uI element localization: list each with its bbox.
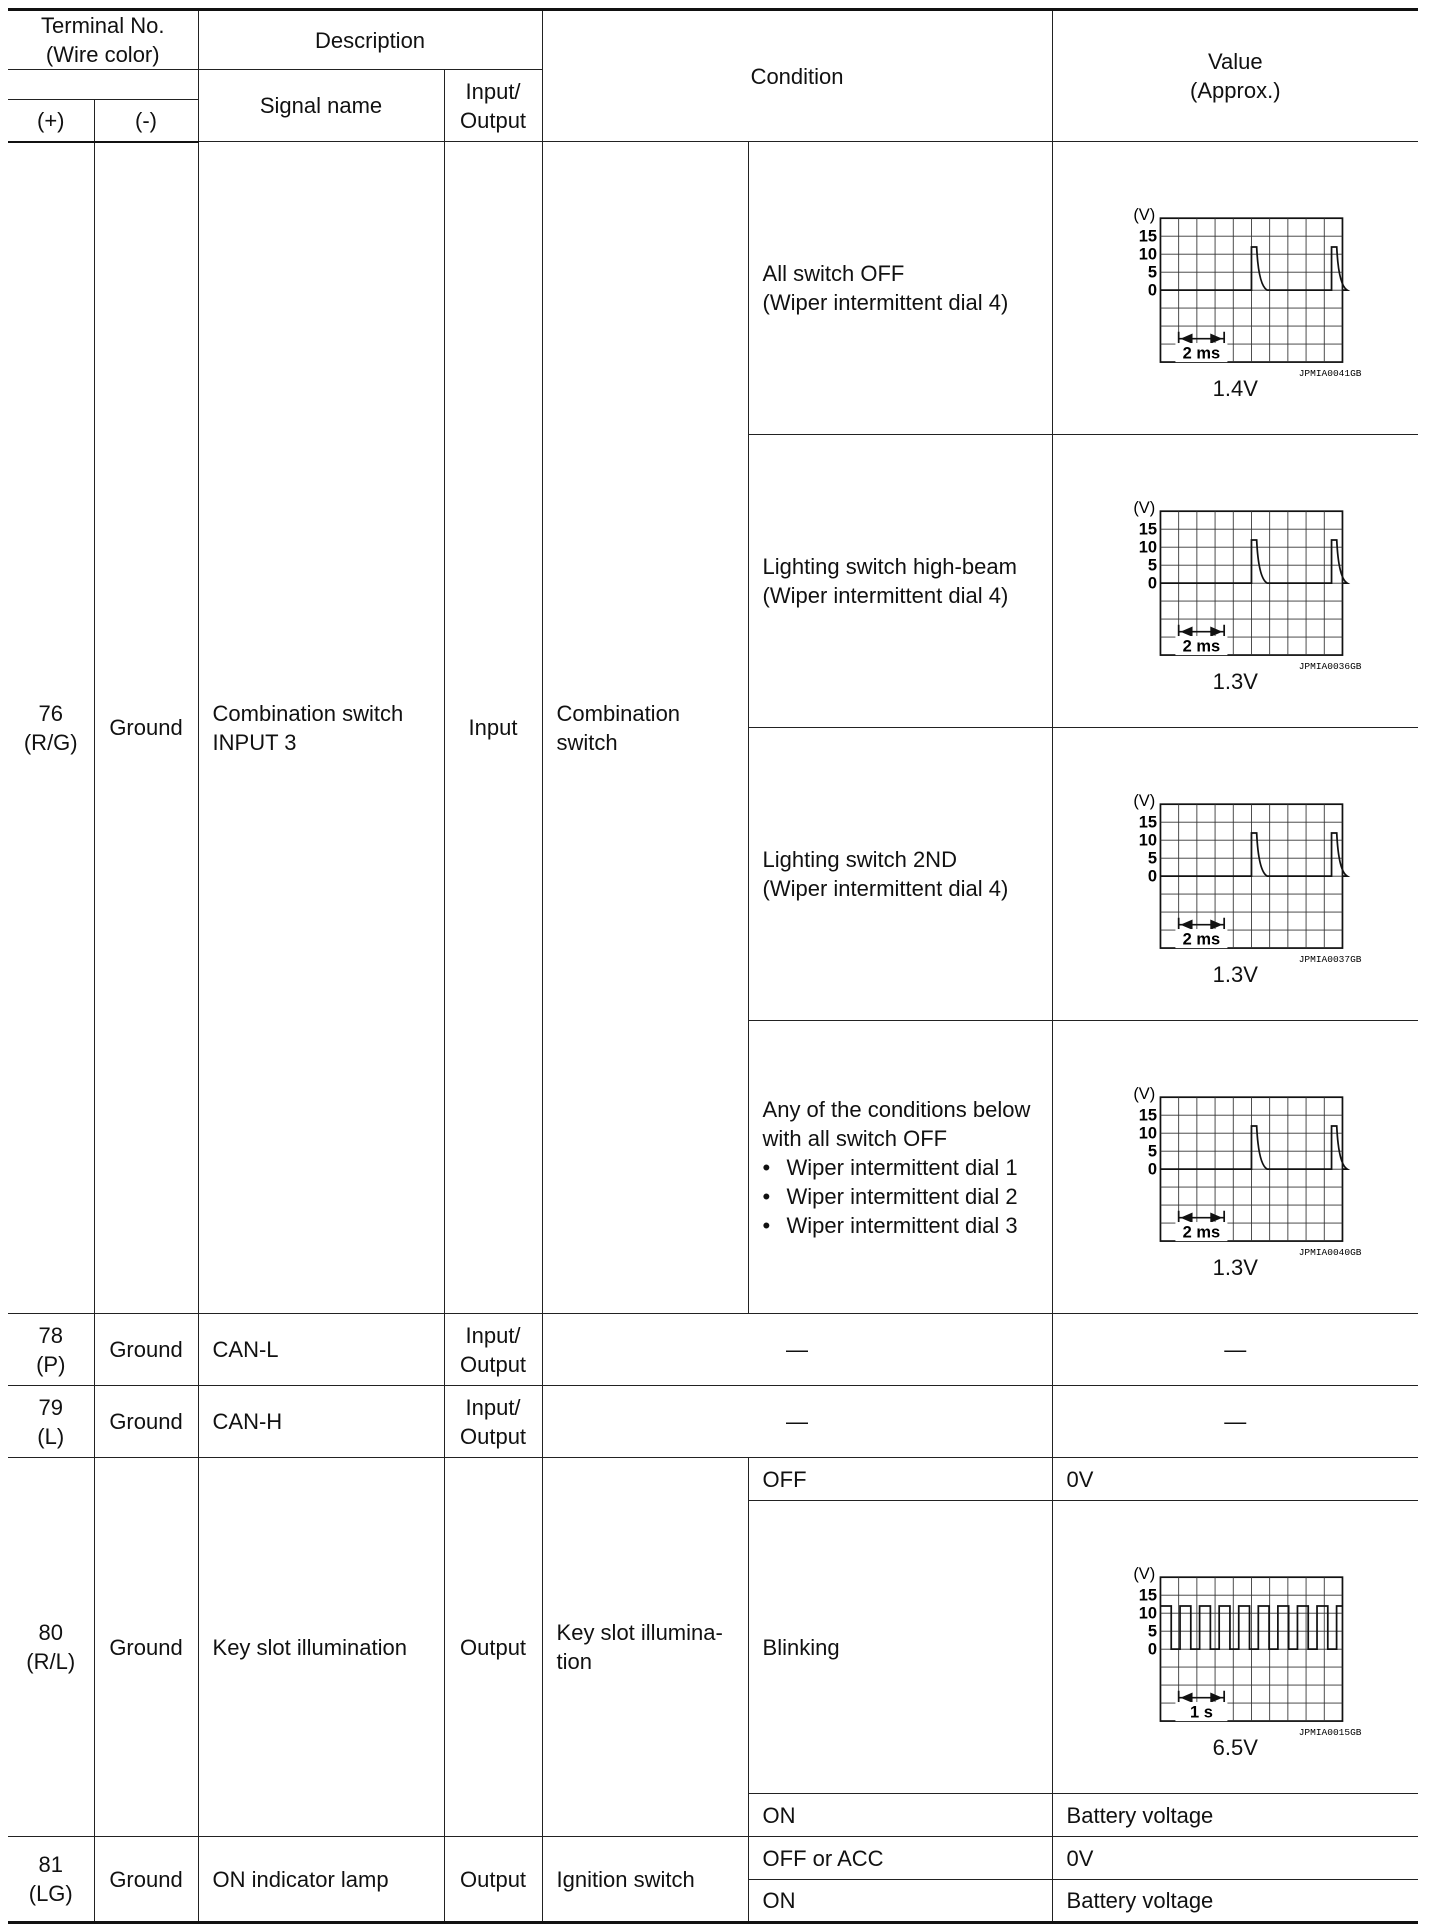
- y-tick-label: 15: [1138, 519, 1158, 538]
- condition-state: [748, 728, 1052, 1021]
- oscilloscope-chart: [1105, 178, 1365, 378]
- y-axis-unit: (V): [1133, 791, 1156, 810]
- terminal-79: [8, 1386, 94, 1458]
- minus-terminal: Ground: [94, 1314, 198, 1386]
- oscilloscope-chart: [1105, 471, 1365, 671]
- approx-value: 1.4V: [1212, 375, 1258, 401]
- figure-id-label: JPMIA0041GB: [1299, 367, 1362, 378]
- io-type: Output: [444, 1837, 542, 1923]
- header-plus: (+): [8, 100, 94, 142]
- header-value: [1052, 10, 1418, 142]
- io-type: [444, 1386, 542, 1458]
- y-tick-label: 15: [1138, 1585, 1158, 1604]
- terminal-80: [8, 1458, 94, 1837]
- y-tick-label: 0: [1148, 1159, 1158, 1178]
- y-tick-label: 5: [1148, 1141, 1158, 1160]
- approx-value: 0V: [1052, 1837, 1418, 1880]
- signal-name: CAN-H: [198, 1386, 444, 1458]
- value-dash: —: [1052, 1314, 1418, 1386]
- oscilloscope-chart: [1105, 1537, 1365, 1737]
- header-terminal-spacer: [8, 70, 198, 100]
- condition-bullet-text: Wiper intermittent dial 1: [786, 1154, 1018, 1180]
- approx-value: 1.3V: [1212, 1254, 1258, 1280]
- y-tick-label: 5: [1148, 1621, 1158, 1640]
- oscilloscope-waveform: [1053, 471, 1419, 671]
- io-type: Output: [444, 1458, 542, 1837]
- terminal-number: 78: [38, 1322, 63, 1348]
- condition-group-line2: tion: [556, 1649, 593, 1674]
- table-row: [8, 1314, 1418, 1386]
- y-tick-label: 0: [1148, 280, 1158, 299]
- y-tick-label: 10: [1138, 244, 1158, 263]
- table-row: [8, 142, 1418, 435]
- oscilloscope-waveform: [1053, 1537, 1419, 1737]
- y-tick-label: 10: [1138, 830, 1158, 849]
- header-io-line2: Output: [460, 107, 527, 133]
- condition-group-line2: switch: [556, 729, 618, 755]
- signal-name-line1: Combination switch: [212, 700, 404, 726]
- condition-dash: —: [542, 1314, 1052, 1386]
- minus-terminal: Ground: [94, 142, 198, 1314]
- header-terminal-no: [8, 10, 198, 70]
- header-signal-name: Signal name: [198, 70, 444, 142]
- value-cell: [1052, 1021, 1418, 1314]
- oscilloscope-waveform: [1053, 1057, 1419, 1257]
- y-tick-label: 15: [1138, 226, 1158, 245]
- terminal-78: [8, 1314, 94, 1386]
- y-axis-unit: (V): [1133, 498, 1156, 517]
- value-cell: [1052, 435, 1418, 728]
- y-tick-label: 5: [1148, 262, 1158, 281]
- approx-value: Battery voltage: [1052, 1794, 1418, 1837]
- oscilloscope-waveform: [1053, 178, 1419, 378]
- terminal-number: 80: [38, 1620, 63, 1645]
- table-row: [8, 1386, 1418, 1458]
- header-wire-color-text: (Wire color): [45, 42, 160, 67]
- y-axis-unit: (V): [1133, 205, 1156, 224]
- io-line1: Input/: [465, 1322, 521, 1348]
- condition-state-line1: Any of the conditions below: [762, 1096, 1031, 1122]
- table-row: [8, 1458, 1418, 1501]
- table-row: [8, 1837, 1418, 1880]
- value-cell: [1052, 728, 1418, 1021]
- condition-state-line2: (Wiper intermittent dial 4): [762, 290, 1009, 315]
- y-tick-label: 5: [1148, 848, 1158, 867]
- condition-dash: —: [542, 1386, 1052, 1458]
- header-approx-text: (Approx.): [1190, 78, 1281, 103]
- io-type: Input: [444, 142, 542, 1314]
- y-tick-label: 5: [1148, 555, 1158, 574]
- signal-name: ON indicator lamp: [198, 1837, 444, 1923]
- condition-bullet: • Wiper intermittent dial 3: [762, 1212, 1018, 1238]
- terminal-number: 76: [38, 700, 63, 726]
- y-axis-unit: (V): [1133, 1564, 1156, 1583]
- y-tick-label: 15: [1138, 812, 1158, 831]
- y-axis-unit: (V): [1133, 1084, 1156, 1103]
- condition-bullet: • Wiper intermittent dial 2: [762, 1183, 1018, 1209]
- time-scale-label: 2 ms: [1182, 930, 1221, 949]
- wire-color: (LG): [28, 1881, 73, 1906]
- header-value-text: Value: [1207, 49, 1263, 74]
- time-scale-label: 2 ms: [1182, 1223, 1221, 1242]
- approx-value: 6.5V: [1212, 1734, 1258, 1760]
- condition-group-line1: Key slot illumina-: [556, 1620, 723, 1645]
- wire-color: (L): [37, 1423, 65, 1449]
- header-io-line1: Input/: [465, 78, 521, 104]
- y-tick-label: 0: [1148, 866, 1158, 885]
- header-minus: (-): [94, 100, 198, 142]
- time-scale-label: 1 s: [1190, 1703, 1214, 1722]
- y-tick-label: 10: [1138, 1603, 1158, 1622]
- header-description: Description: [198, 10, 542, 70]
- terminal-81: [8, 1837, 94, 1923]
- time-scale-label: 2 ms: [1182, 344, 1221, 363]
- condition-state-line2: with all switch OFF: [762, 1125, 948, 1151]
- approx-value: 1.3V: [1212, 961, 1258, 987]
- condition-state-line1: Lighting switch 2ND: [762, 847, 957, 872]
- figure-id-label: JPMIA0040GB: [1299, 1246, 1362, 1257]
- oscilloscope-chart: [1105, 1057, 1365, 1257]
- condition-state-line1: All switch OFF: [762, 261, 905, 286]
- io-line2: Output: [460, 1351, 527, 1377]
- y-tick-label: 0: [1148, 1639, 1158, 1658]
- terminal-number: 79: [38, 1394, 63, 1420]
- condition-state: Blinking: [748, 1501, 1052, 1794]
- condition-group: [542, 1458, 748, 1837]
- condition-state-line2: (Wiper intermittent dial 4): [762, 583, 1009, 608]
- terminal-76: [8, 142, 94, 1314]
- approx-value: 0V: [1052, 1458, 1418, 1501]
- y-tick-label: 15: [1138, 1105, 1158, 1124]
- wire-color: (R/G): [23, 729, 78, 755]
- condition-bullet-text: Wiper intermittent dial 2: [786, 1183, 1018, 1209]
- condition-bullet-text: Wiper intermittent dial 3: [786, 1212, 1018, 1238]
- figure-id-label: JPMIA0015GB: [1299, 1726, 1362, 1737]
- terminal-number: 81: [38, 1852, 63, 1877]
- y-tick-label: 0: [1148, 573, 1158, 592]
- y-tick-label: 10: [1138, 1123, 1158, 1142]
- io-line2: Output: [460, 1423, 527, 1449]
- io-type: [444, 1314, 542, 1386]
- value-cell: [1052, 142, 1418, 435]
- condition-state: OFF or ACC: [748, 1837, 1052, 1880]
- terminal-spec-table: [8, 8, 1418, 1924]
- condition-group-line1: Combination: [556, 700, 681, 726]
- condition-state: [748, 142, 1052, 435]
- condition-state-line2: (Wiper intermittent dial 4): [762, 876, 1009, 901]
- time-scale-label: 2 ms: [1182, 637, 1221, 656]
- condition-bullet: • Wiper intermittent dial 1: [762, 1154, 1018, 1180]
- minus-terminal: Ground: [94, 1386, 198, 1458]
- header-terminal-no-text: Terminal No.: [41, 13, 165, 38]
- value-dash: —: [1052, 1386, 1418, 1458]
- value-cell: [1052, 1501, 1418, 1794]
- figure-id-label: JPMIA0036GB: [1299, 660, 1362, 671]
- signal-name: [198, 142, 444, 1314]
- condition-group: [542, 142, 748, 1314]
- condition-group: Ignition switch: [542, 1837, 748, 1923]
- wire-color: (P): [36, 1351, 66, 1377]
- condition-state: ON: [748, 1794, 1052, 1837]
- oscilloscope-waveform: [1053, 764, 1419, 964]
- condition-state: ON: [748, 1880, 1052, 1923]
- approx-value: 1.3V: [1212, 668, 1258, 694]
- figure-id-label: JPMIA0037GB: [1299, 953, 1362, 964]
- condition-state: [748, 1021, 1052, 1314]
- minus-terminal: Ground: [94, 1458, 198, 1837]
- signal-name: Key slot illumination: [198, 1458, 444, 1837]
- approx-value: Battery voltage: [1052, 1880, 1418, 1923]
- wire-color: (R/L): [26, 1649, 76, 1674]
- header-condition: Condition: [542, 10, 1052, 142]
- minus-terminal: Ground: [94, 1837, 198, 1923]
- condition-state: [748, 435, 1052, 728]
- header-io: [444, 70, 542, 142]
- io-line1: Input/: [465, 1394, 521, 1420]
- signal-name-line2: INPUT 3: [212, 729, 297, 755]
- y-tick-label: 10: [1138, 537, 1158, 556]
- condition-state-line1: Lighting switch high-beam: [762, 554, 1017, 579]
- signal-name: CAN-L: [198, 1314, 444, 1386]
- oscilloscope-chart: [1105, 764, 1365, 964]
- condition-state: OFF: [748, 1458, 1052, 1501]
